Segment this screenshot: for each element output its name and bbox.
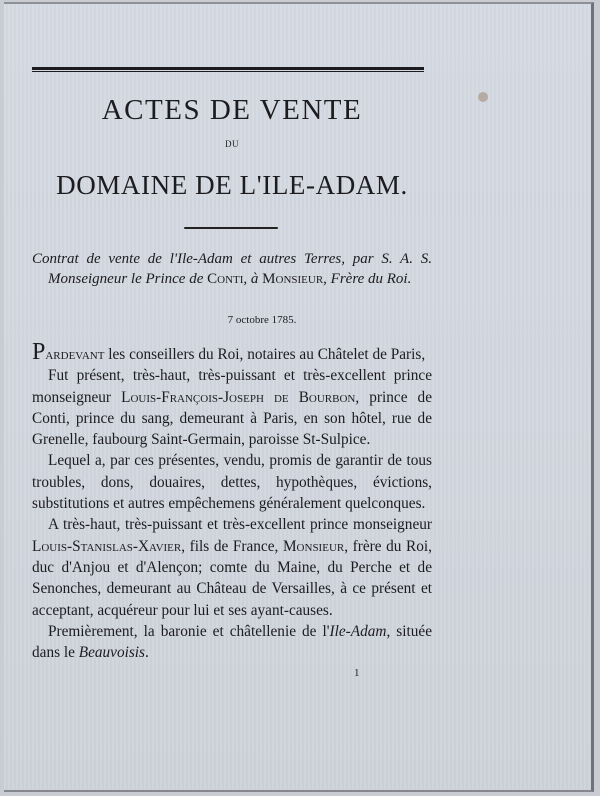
- paragraph-3: [32, 450, 432, 514]
- paragraph-smallcaps: ardevant: [45, 346, 105, 363]
- paragraph-4: [32, 514, 432, 620]
- subtitle-text: Contrat de vente de l'Ile-Adam et autres Terres, par S. A. S. Monseigneur le Prince de: [32, 251, 432, 287]
- paragraph-text: Fut présent, très-haut, très-puissant et très-excellent prince monseigneur: [32, 367, 432, 406]
- contract-subtitle: [32, 249, 432, 289]
- paragraph-text: .: [145, 644, 149, 662]
- subtitle-monsieur: Monsieur: [262, 271, 324, 287]
- title-line-3: DOMAINE DE L'ILE-ADAM.: [56, 170, 408, 200]
- title-separator-rule: [184, 227, 278, 229]
- paragraph-text: , fils de France,: [181, 537, 283, 555]
- contract-date: 7 octobre 1785.: [227, 314, 297, 326]
- title-line-2: DU: [225, 139, 239, 149]
- paragraph-2: [32, 365, 432, 450]
- paragraph-text: Lequel a, par ces présentes, vendu, promis de garantir de tous troubles, dons, douaires, dettes, hypothèques, évictions, substitutions et autres empêchemens généralement quelconques.: [32, 452, 432, 513]
- body-text: [32, 339, 432, 663]
- paragraph-text: les conseillers du Roi, notaires au Châtelet de Paris,: [104, 346, 426, 363]
- page-number: 1: [354, 667, 360, 679]
- buyer-title: Monsieur: [282, 537, 345, 555]
- paragraph-text: , située dans le: [32, 622, 432, 662]
- drop-cap: P: [32, 339, 46, 365]
- paragraph-text: Premièrement, la baronie et châtellenie de l': [48, 622, 330, 640]
- seller-name: Louis-François-Joseph de Bourbon: [121, 388, 356, 406]
- subtitle-text: , à: [243, 271, 263, 287]
- paragraph-text: , prince de Conti, prince du sang, demeurant à Paris, en son hôtel, rue de Grenelle, faubourg Saint-Germain, paroisse St-Sulpice.: [32, 388, 432, 449]
- paragraph-text: A très-haut, très-puissant et très-excellent prince monseigneur: [48, 516, 432, 534]
- place-name: Ile-Adam: [329, 622, 387, 640]
- buyer-name: Louis-Stanislas-Xavier: [32, 537, 182, 555]
- paragraph-text: , frère du Roi, duc d'Anjou et d'Alençon; comte du Maine, du Perche et de Senonches, demeurant au Château de Versailles, à ce présent et acceptant, acquéreur pour lui et ses ayant-causes.: [32, 537, 432, 619]
- paper-stain: [478, 92, 488, 102]
- title-line-1: ACTES DE VENTE: [101, 94, 363, 126]
- paragraph-1: [32, 339, 432, 365]
- document-page: [4, 2, 594, 792]
- subtitle-text: , Frère du Roi.: [323, 271, 412, 287]
- subtitle-conti: Conti: [207, 271, 244, 287]
- paragraph-5: [32, 621, 432, 664]
- top-double-rule: [32, 67, 424, 73]
- region-name: Beauvoisis: [78, 644, 146, 662]
